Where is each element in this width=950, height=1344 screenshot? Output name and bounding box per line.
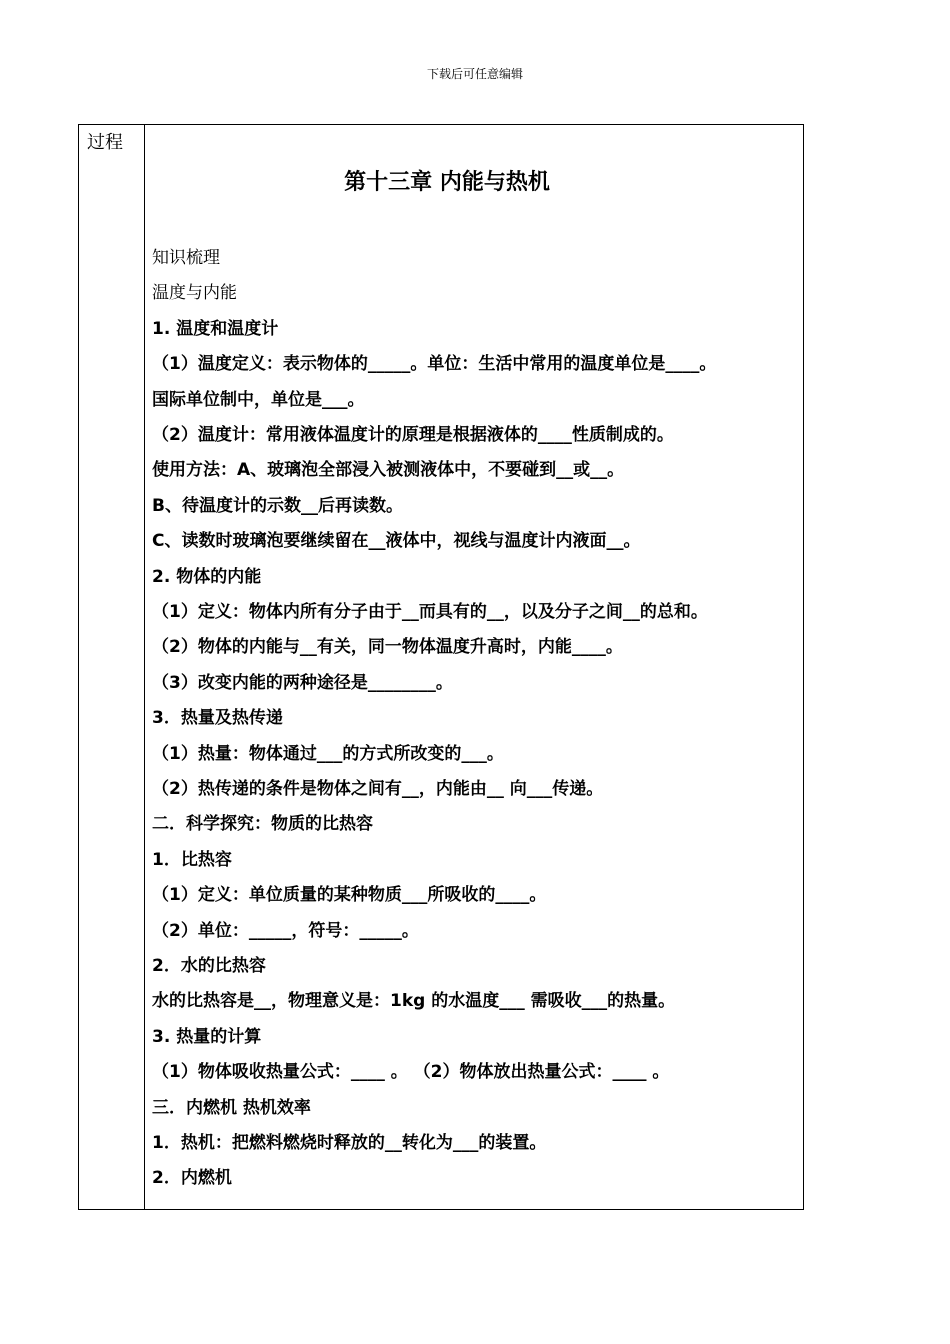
content-line: 2. 物体的内能: [152, 566, 262, 587]
content-line: 1．热机：把燃料燃烧时释放的__转化为___的装置。: [152, 1133, 547, 1153]
worksheet-table: [78, 124, 804, 1210]
content-line: （2）热传递的条件是物体之间有__，内能由__ 向___传递。: [152, 779, 604, 799]
content-line: 二．科学探究：物质的比热容: [152, 814, 373, 835]
content-line: 1. 温度和温度计: [152, 318, 279, 339]
content-line: 温度与内能: [152, 283, 237, 304]
content-line: 三．内燃机 热机效率: [152, 1097, 311, 1118]
content-line: （2）单位：_____，符号：_____。: [152, 920, 419, 941]
content-line: （1）温度定义：表示物体的_____。单位：生活中常用的温度单位是____。: [152, 354, 717, 375]
content-line: C、读数时玻璃泡要继续留在__液体中，视线与温度计内液面__。: [152, 531, 641, 552]
content-line: （1）物体吸收热量公式：____ 。 （2）物体放出热量公式：____ 。: [152, 1062, 670, 1083]
content-line: （1）定义：物体内所有分子由于__而具有的__，以及分子之间__的总和。: [152, 602, 708, 622]
content-line: 使用方法：A、玻璃泡全部浸入被测液体中，不要碰到__或__。: [152, 460, 625, 481]
side-label: 过程: [87, 132, 123, 153]
content-line: 2．内燃机: [152, 1168, 232, 1189]
content-line: （1）定义：单位质量的某种物质___所吸收的____。: [152, 885, 547, 906]
content-line: 3. 热量的计算: [152, 1026, 262, 1047]
column-divider: [144, 125, 145, 1209]
content-line: 1．比热容: [152, 849, 232, 870]
content-line: （2）温度计：常用液体温度计的原理是根据液体的____性质制成的。: [152, 425, 674, 445]
chapter-title: 第十三章 内能与热机: [344, 170, 550, 195]
content-line: 2．水的比热容: [152, 956, 266, 976]
content-line: （2）物体的内能与__有关，同一物体温度升高时，内能____。: [152, 637, 623, 658]
content-line: 知识梳理: [152, 248, 220, 268]
header-note: 下载后可任意编辑: [426, 67, 523, 81]
content-line: （3）改变内能的两种途径是________。: [152, 672, 453, 693]
content-line: （1）热量：物体通过___的方式所改变的___。: [152, 743, 504, 764]
content-line: B、待温度计的示数__后再读数。: [152, 495, 403, 516]
content-line: 3．热量及热传递: [152, 708, 283, 729]
content-line: 水的比热容是__，物理意义是：1kg 的水温度___ 需吸收___的热量。: [152, 991, 676, 1012]
content-line: 国际单位制中，单位是___。: [152, 389, 365, 410]
